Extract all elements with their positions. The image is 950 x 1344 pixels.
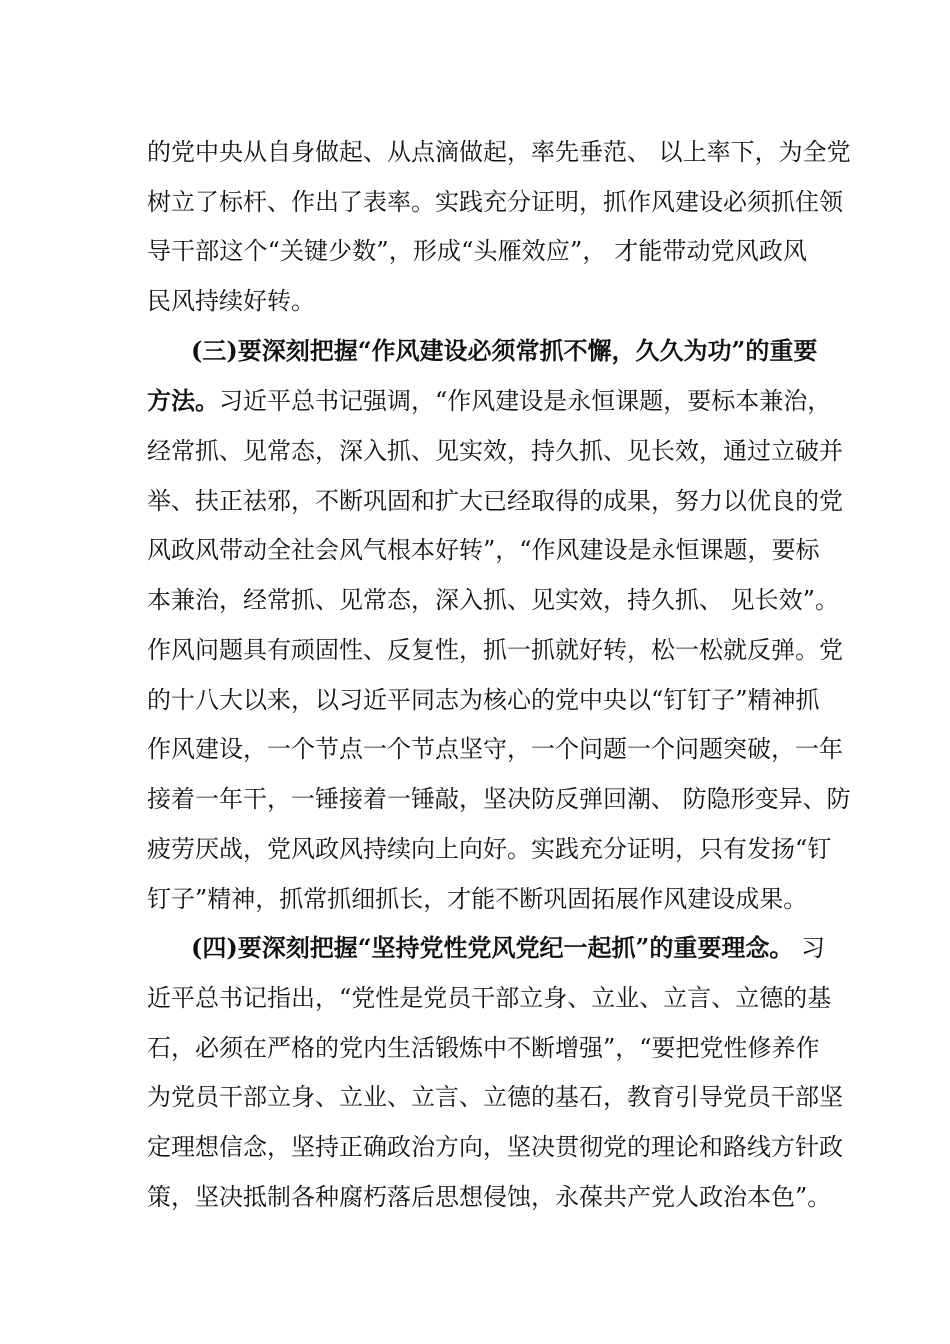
paragraph-1-line-3: 导干部这个“关键少数”，形成“头雁效应”， 才能带动党风政风	[147, 237, 807, 265]
paragraph-2-line-10: 接着一年干，一锤接着一锤敲，坚决防反弹回潮、 防隐形变异、防	[147, 785, 851, 813]
paragraph-3-line-4: 为党员干部立身、立业、立言、立德的基石，教育引导党员干部坚	[147, 1083, 843, 1111]
section-4-heading: (四)要深刻把握“坚持党性党风党纪一起抓”的重要理念。	[191, 933, 794, 962]
paragraph-2-line-3: 经常抓、见常态，深入抓、见实效，持久抓、见长效，通过立破并	[147, 437, 843, 465]
paragraph-3-line-1	[191, 928, 825, 968]
paragraph-2-line-8: 的十八大以来，以习近平同志为核心的党中央以“钉钉子”精神抓	[147, 686, 820, 714]
paragraph-1-line-2: 树立了标杆、作出了表率。实践充分证明，抓作风建设必须抓住领	[147, 188, 843, 216]
paragraph-1-line-1: 的党中央从自身做起、从点滴做起，率先垂范、 以上率下，为全党	[147, 138, 851, 166]
paragraph-2-line-5: 风政风带动全社会风气根本好转”，“作风建设是永恒课题，要标	[147, 536, 820, 564]
paragraph-3-line-2: 近平总书记指出，“党性是党员干部立身、立业、立言、立德的基	[147, 984, 832, 1012]
paragraph-2-line-4: 举、扶正祛邪，不断巩固和扩大已经取得的成果，努力以优良的党	[147, 487, 843, 515]
section-3-heading-end: 方法。	[147, 386, 219, 415]
paragraph-2-line-11: 疲劳厌战，党风政风持续向上向好。实践充分证明，只有发扬“钉	[147, 835, 832, 863]
paragraph-1-line-4: 民风持续好转。	[147, 287, 315, 315]
paragraph-2-line-7: 作风问题具有顽固性、反复性，抓一抓就好转，松一松就反弹。党	[147, 636, 843, 664]
paragraph-2-line-2-text: 习近平总书记强调，“作风建设是永恒课题，要标本兼治，	[219, 387, 832, 415]
paragraph-2-line-2	[147, 381, 832, 421]
section-3-heading: (三)要深刻把握“作风建设必须常抓不懈，久久为功”的重要	[191, 336, 818, 365]
paragraph-3-line-3: 石，必须在严格的党内生活锻炼中不断增强”，“要把党性修养作	[147, 1034, 820, 1062]
paragraph-2-line-6: 本兼治，经常抓、见常态，深入抓、见实效，持久抓、 见长效”。	[147, 586, 839, 614]
paragraph-2-line-12: 钉子”精神，抓常抓细抓长，才能不断巩固拓展作风建设成果。	[147, 885, 808, 913]
paragraph-3-line-5: 定理想信念，坚持正确政治方向，坚决贯彻党的理论和路线方针政	[147, 1133, 843, 1161]
paragraph-3-line-6: 策，坚决抵制各种腐朽落后思想侵蚀，永葆共产党人政治本色”。	[147, 1183, 832, 1211]
paragraph-3-line-1-text: 习	[793, 934, 825, 962]
paragraph-2-line-9: 作风建设，一个节点一个节点坚守，一个问题一个问题突破，一年	[147, 735, 843, 763]
